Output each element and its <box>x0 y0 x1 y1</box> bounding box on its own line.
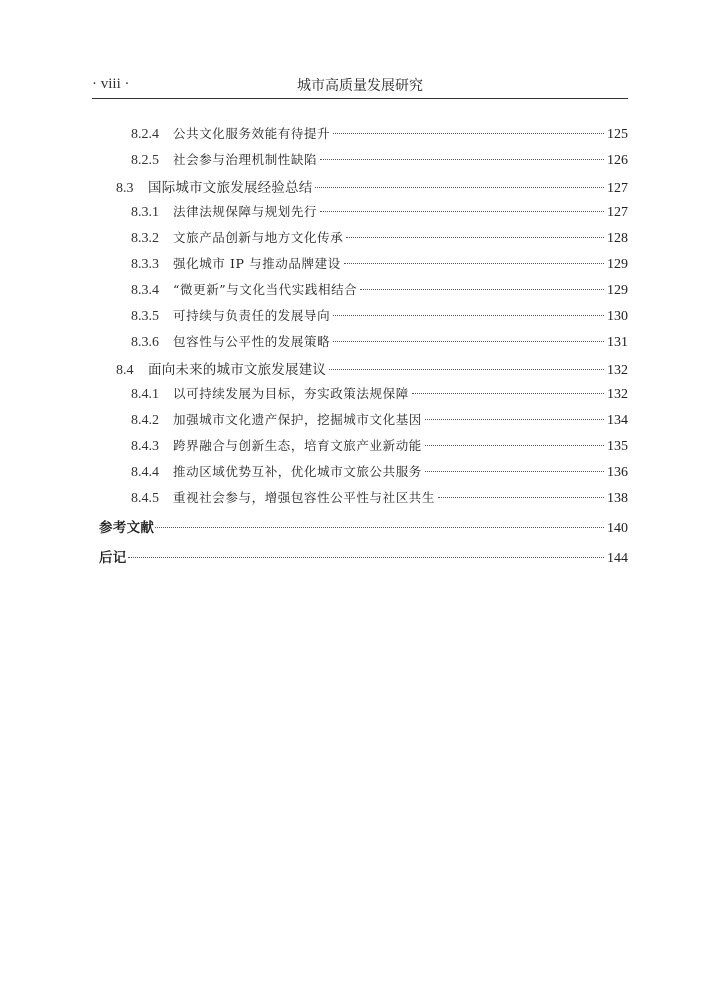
dot-leader <box>425 471 604 472</box>
toc-entry-number: 8.4.4 <box>131 465 159 480</box>
toc-entry-8-3-1[interactable] <box>131 202 628 228</box>
toc-entry-page: 132 <box>607 387 628 402</box>
toc-entry-title: 加强城市文化遗产保护，挖掘城市文化基因 <box>173 412 422 427</box>
toc-entry-page: 136 <box>607 465 628 480</box>
page-number: · viii · <box>92 76 130 92</box>
toc-entry-number: 8.2.5 <box>131 153 159 168</box>
dot-leader <box>315 187 604 188</box>
toc-entry-title: 后记 <box>99 550 127 566</box>
dot-leader <box>438 497 604 498</box>
toc-entry-8-3-4[interactable] <box>131 280 628 306</box>
toc-entry-number: 8.3 <box>116 181 134 196</box>
toc-entry-8-4[interactable] <box>116 358 628 384</box>
running-header <box>92 72 628 99</box>
toc-entry-number: 8.3.2 <box>131 231 159 246</box>
toc-entry-page: 126 <box>607 153 628 168</box>
toc-entry-page: 125 <box>607 127 628 142</box>
toc-entry-page: 129 <box>607 257 628 272</box>
toc-entry-page: 140 <box>607 521 628 536</box>
toc-entry-number: 8.3.4 <box>131 283 159 298</box>
toc-entry-title: 社会参与治理机制性缺陷 <box>173 152 318 167</box>
dot-leader <box>425 445 604 446</box>
toc-entry-number: 8.4.2 <box>131 413 159 428</box>
toc-entry-title: 推动区域优势互补，优化城市文旅公共服务 <box>173 464 422 479</box>
toc-entry-8-4-1[interactable] <box>131 384 628 410</box>
toc-entry-page: 135 <box>607 439 628 454</box>
toc-entry-page: 127 <box>607 205 628 220</box>
dot-leader <box>155 527 604 528</box>
toc-entry-number: 8.4.1 <box>131 387 159 402</box>
toc-entry-8-3-2[interactable] <box>131 228 628 254</box>
toc-entry-page: 138 <box>607 491 628 506</box>
toc-entry-number: 8.4 <box>116 363 134 378</box>
toc-entry-title: 参考文献 <box>99 520 155 536</box>
dot-leader <box>412 393 604 394</box>
toc-entry-page: 131 <box>607 335 628 350</box>
dot-leader <box>333 315 604 316</box>
toc-entry-page: 129 <box>607 283 628 298</box>
dot-leader <box>329 369 604 370</box>
book-title: 城市高质量发展研究 <box>297 78 423 94</box>
toc-entry-title: 跨界融合与创新生态，培育文旅产业新动能 <box>173 438 422 453</box>
toc-entry-title: 以可持续发展为目标，夯实政策法规保障 <box>173 386 409 401</box>
toc-entry-title: 面向未来的城市文旅发展建议 <box>148 362 327 378</box>
toc-entry-title: 文旅产品创新与地方文化传承 <box>173 230 344 245</box>
toc-entry-title: 重视社会参与，增强包容性公平性与社区共生 <box>173 490 436 505</box>
toc-entry-8-3[interactable] <box>116 176 628 202</box>
toc-entry-title: 公共文化服务效能有待提升 <box>173 126 331 141</box>
toc-entry-number: 8.4.5 <box>131 491 159 506</box>
toc-entry-page: 144 <box>607 551 628 566</box>
dot-leader <box>425 419 604 420</box>
toc-entry-title: 法律法规保障与规划先行 <box>173 204 318 219</box>
toc-entry-8-3-5[interactable] <box>131 306 628 332</box>
toc-entry-number: 8.4.3 <box>131 439 159 454</box>
toc-entry-references[interactable] <box>99 516 628 542</box>
toc-entry-8-4-3[interactable] <box>131 436 628 462</box>
toc-entry-number: 8.3.6 <box>131 335 159 350</box>
toc-entry-page: 128 <box>607 231 628 246</box>
toc-entry-title: 强化城市 IP 与推动品牌建设 <box>173 256 341 271</box>
toc-entry-title: “微更新”与文化当代实践相结合 <box>173 282 358 297</box>
toc-entry-8-4-2[interactable] <box>131 410 628 436</box>
toc-entry-8-3-3[interactable] <box>131 254 628 280</box>
dot-leader <box>128 557 604 558</box>
toc-entry-8-4-5[interactable] <box>131 488 628 514</box>
dot-leader <box>320 211 604 212</box>
dot-leader <box>360 289 604 290</box>
toc-entry-page: 132 <box>607 363 628 378</box>
toc-entry-8-3-6[interactable] <box>131 332 628 358</box>
dot-leader <box>333 133 604 134</box>
toc-entry-number: 8.3.3 <box>131 257 159 272</box>
toc-entry-title: 国际城市文旅发展经验总结 <box>148 180 313 196</box>
dot-leader <box>346 237 604 238</box>
toc-entry-8-2-4[interactable] <box>131 124 628 150</box>
toc-entry-title: 可持续与负责任的发展导向 <box>173 308 331 323</box>
toc-entry-8-2-5[interactable] <box>131 150 628 176</box>
toc-entry-title: 包容性与公平性的发展策略 <box>173 334 331 349</box>
dot-leader <box>320 159 604 160</box>
toc-entry-page: 130 <box>607 309 628 324</box>
dot-leader <box>333 341 604 342</box>
toc-entry-page: 134 <box>607 413 628 428</box>
toc-entry-afterword[interactable] <box>99 546 628 572</box>
toc-entry-8-4-4[interactable] <box>131 462 628 488</box>
toc-entry-number: 8.2.4 <box>131 127 159 142</box>
toc-entry-page: 127 <box>607 181 628 196</box>
dot-leader <box>344 263 604 264</box>
toc-entry-number: 8.3.5 <box>131 309 159 324</box>
toc-entry-number: 8.3.1 <box>131 205 159 220</box>
